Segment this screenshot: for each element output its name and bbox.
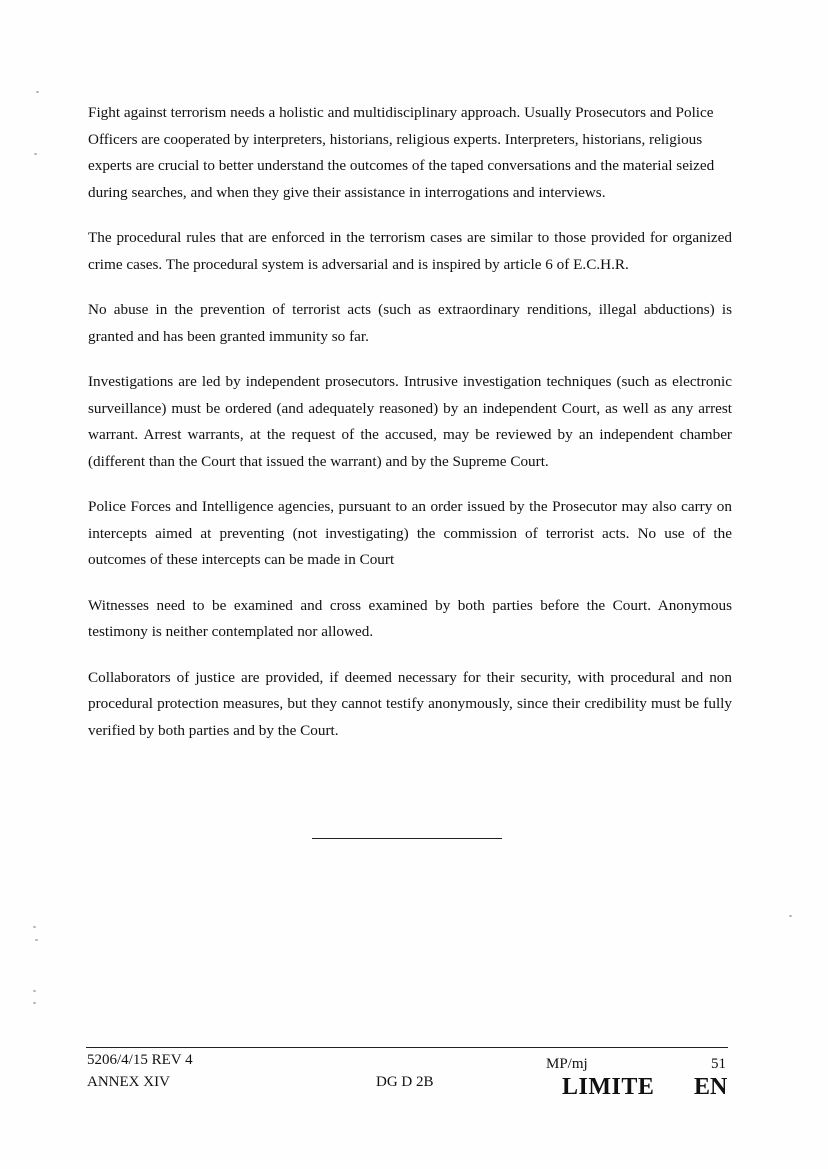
scan-speck xyxy=(33,990,36,992)
paragraph-investigations: Investigations are led by independent prosecutors. Intrusive investigation techniques (such as electronic surveillance) must be ordered (and adequately reasoned) by an independent Court, as well as any arrest warrant. Arrest warrants, at the request of the accused, may be reviewed by an independent chamber (different than the Court that issued the warrant) and by the Supreme Court. xyxy=(88,373,732,470)
footer-document-reference: 5206/4/15 REV 4 xyxy=(87,1052,193,1068)
scan-speck xyxy=(789,915,792,917)
paragraph-intercepts: Police Forces and Intelligence agencies, pursuant to an order issued by the Prosecutor may also carry on intercepts aimed at preventing (not investigating) the commission of terrorist acts. No use of the outcomes of these intercepts can be made in Court xyxy=(88,498,732,568)
paragraph-holistic-approach: Fight against terrorism needs a holistic and multidisciplinary approach. Usually Prosecutors and Police Officers are cooperated by interpreters, historians, religious experts. Interpreters, historians, religious experts are crucial to better understand the outcomes of the taped conversations and the material seized during searches, and when they give their assistance in interrogations and interviews. xyxy=(88,104,715,201)
scan-speck xyxy=(34,153,37,155)
footer-initials: MP/mj xyxy=(546,1056,588,1072)
footer-classification: LIMITE xyxy=(562,1074,655,1100)
footer-language: EN xyxy=(694,1074,728,1100)
end-of-text-separator xyxy=(312,838,502,839)
footer-annex: ANNEX XIV xyxy=(87,1074,170,1090)
scan-speck xyxy=(35,939,38,941)
paragraph-witnesses: Witnesses need to be examined and cross examined by both parties before the Court. Anonymous testimony is neither contemplated nor allowed. xyxy=(88,596,732,640)
scan-speck xyxy=(36,91,39,93)
paragraph-collaborators: Collaborators of justice are provided, if deemed necessary for their security, with procedural and non procedural protection measures, but they cannot testify anonymously, since their credibility must be fully verified by both parties and by the Court. xyxy=(88,668,732,739)
scan-speck xyxy=(33,1002,36,1004)
footer-page-number: 51 xyxy=(711,1056,726,1072)
footer-rule xyxy=(86,1047,728,1048)
scan-speck xyxy=(33,926,36,928)
footer-directorate: DG D 2B xyxy=(376,1074,434,1090)
document-body xyxy=(88,100,732,763)
paragraph-procedural-rules: The procedural rules that are enforced in the terrorism cases are similar to those provided for organized crime cases. The procedural system is adversarial and is inspired by article 6 of E.C.H.R. xyxy=(88,229,732,273)
paragraph-no-abuse: No abuse in the prevention of terrorist acts (such as extraordinary renditions, illegal abductions) is granted and has been granted immunity so far. xyxy=(88,301,732,345)
